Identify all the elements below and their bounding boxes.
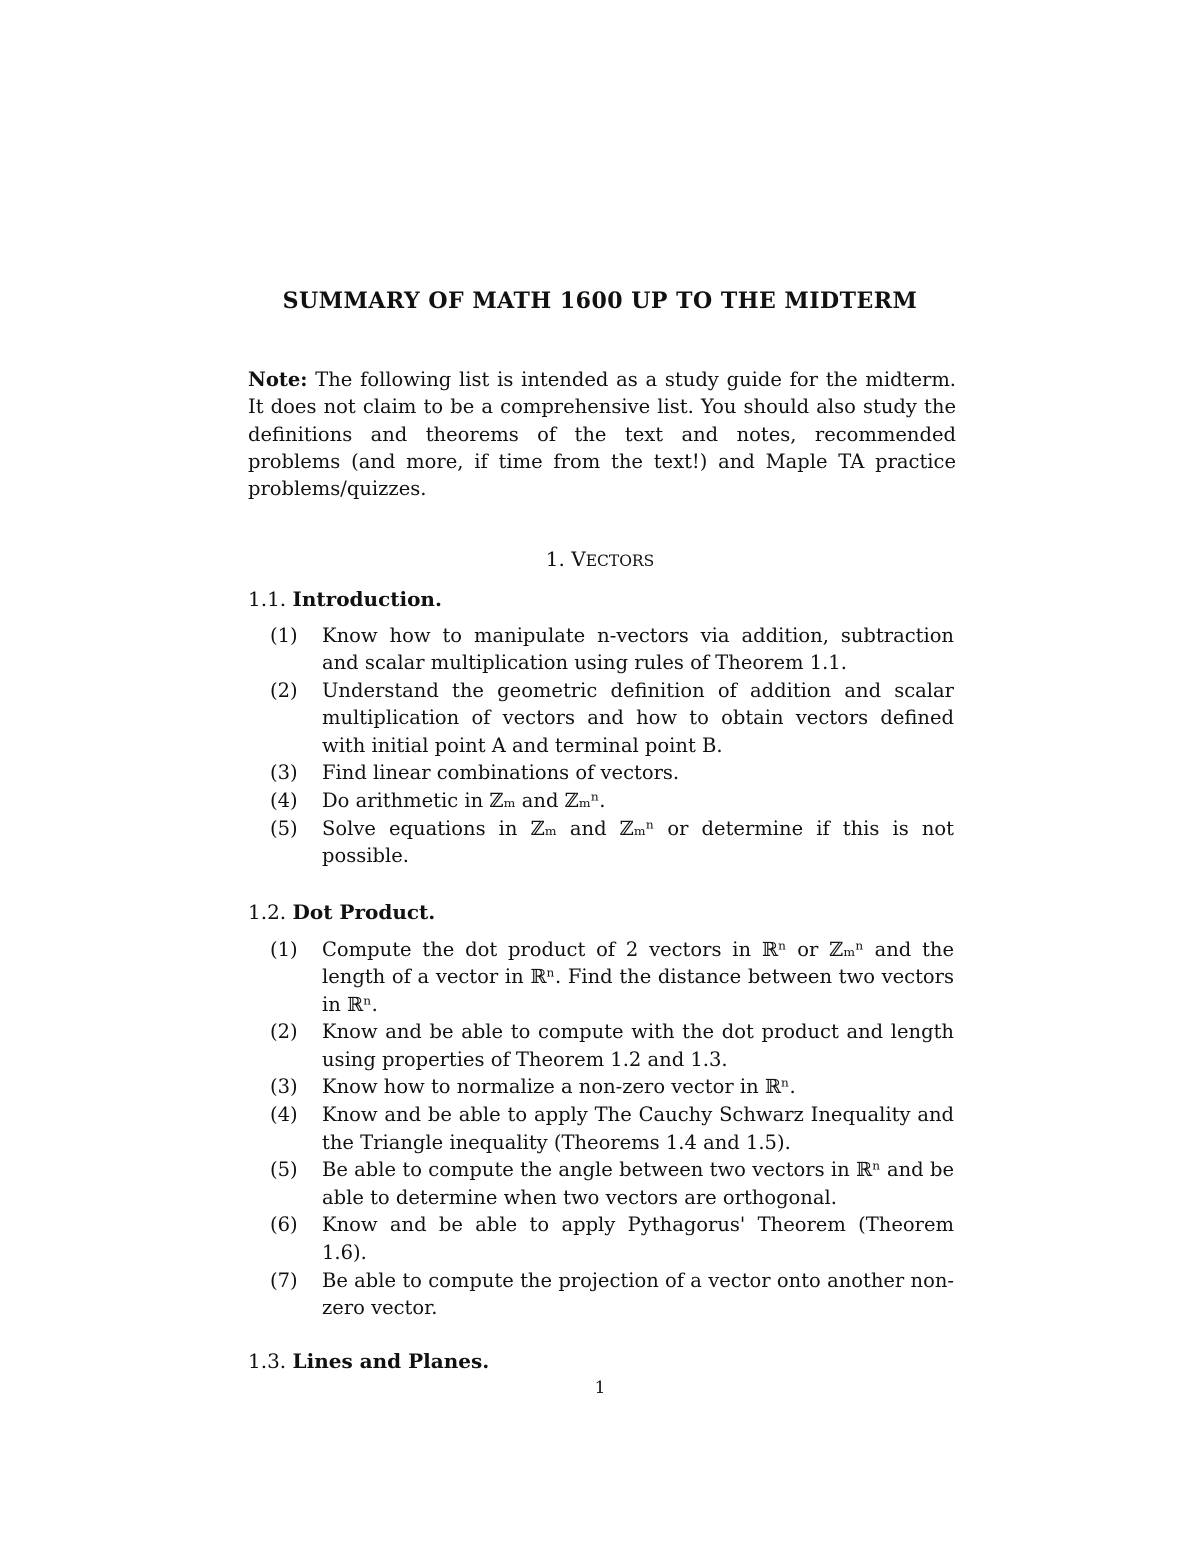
item-text: Be able to compute the angle between two vectors in ℝⁿ and be able to determine when two vectors are orthogonal.: [322, 1158, 954, 1209]
list-item: [270, 787, 954, 814]
list-item: [270, 1211, 954, 1266]
section-title-initial: V: [571, 547, 586, 571]
item-text: Know and be able to compute with the dot product and length using properties of Theorem 1.2 and 1.3.: [322, 1020, 954, 1071]
item-number: (1): [270, 938, 298, 961]
list-item: [270, 936, 954, 1018]
item-number: (1): [270, 624, 298, 647]
item-text: Compute the dot product of 2 vectors in ℝⁿ or ℤₘⁿ and the length of a vector in ℝⁿ. Find the distance between two vectors in ℝⁿ.: [322, 938, 954, 1016]
list-item: [270, 1073, 954, 1100]
subsection-title: Introduction.: [292, 587, 442, 611]
subsection-title: Dot Product.: [292, 900, 436, 924]
list-item: [270, 1101, 954, 1156]
item-number: (5): [270, 1158, 298, 1182]
item-number: (2): [270, 679, 298, 703]
document-title: SUMMARY OF MATH 1600 UP TO THE MIDTERM: [282, 288, 918, 314]
list-item: [270, 677, 954, 759]
introduction-list: [270, 622, 954, 870]
subsection-title: Lines and Planes.: [292, 1349, 490, 1373]
list-item: [270, 622, 954, 677]
list-item: [270, 759, 954, 786]
section-number: 1.: [545, 547, 565, 571]
dot-product-list: [270, 936, 954, 1322]
item-text: Find linear combinations of vectors.: [322, 761, 680, 785]
item-text: Know and be able to apply The Cauchy Schwarz Inequality and the Triangle inequality (Theorems 1.4 and 1.5).: [322, 1103, 954, 1154]
item-number: (2): [270, 1020, 298, 1044]
subsection-heading-introduction: [248, 585, 442, 613]
note-label: Note:: [248, 368, 308, 391]
subsection-number: 1.2.: [248, 900, 287, 924]
item-number: (5): [270, 817, 298, 841]
item-text: Know how to normalize a non-zero vector in ℝⁿ.: [322, 1075, 796, 1099]
item-text: Know and be able to apply Pythagorus' Theorem (Theorem 1.6).: [322, 1213, 954, 1264]
subsection-number: 1.1.: [248, 587, 287, 611]
section-heading-vectors: [248, 545, 952, 575]
section-title-rest: ECTORS: [585, 552, 655, 570]
note-text: The following list is intended as a study guide for the midterm. It does not claim to be a comprehensive list. You should also study the definitions and theorems of the text and notes, recommended problems (and more, if time from the text!) and Maple TA practice problems/quizzes.: [248, 368, 957, 501]
item-number: (4): [270, 789, 298, 813]
item-number: (4): [270, 1103, 298, 1127]
item-text: Be able to compute the projection of a vector onto another non-zero vector.: [322, 1268, 954, 1319]
list-item: [270, 1018, 954, 1073]
item-text: Do arithmetic in ℤₘ and ℤₘⁿ.: [322, 789, 606, 813]
item-text: Understand the geometric definition of addition and scalar multiplication of vectors and how to obtain vectors defined with initial point A and terminal point B.: [322, 679, 954, 757]
list-item: [270, 1267, 954, 1322]
item-number: (6): [270, 1213, 298, 1237]
item-number: (7): [270, 1268, 298, 1292]
list-item: [270, 815, 954, 870]
item-number: (3): [270, 1075, 298, 1099]
subsection-heading-lines-and-planes: [248, 1347, 489, 1375]
study-note: [248, 366, 956, 502]
item-number: (3): [270, 761, 298, 785]
subsection-number: 1.3.: [248, 1349, 287, 1373]
item-text: Solve equations in ℤₘ and ℤₘⁿ or determine if this is not possible.: [322, 817, 954, 868]
list-item: [270, 1156, 954, 1211]
page-number: 1: [594, 1378, 606, 1398]
subsection-heading-dot-product: [248, 898, 435, 926]
item-text: Know how to manipulate n-vectors via addition, subtraction and scalar multiplication using rules of Theorem 1.1.: [322, 624, 954, 675]
